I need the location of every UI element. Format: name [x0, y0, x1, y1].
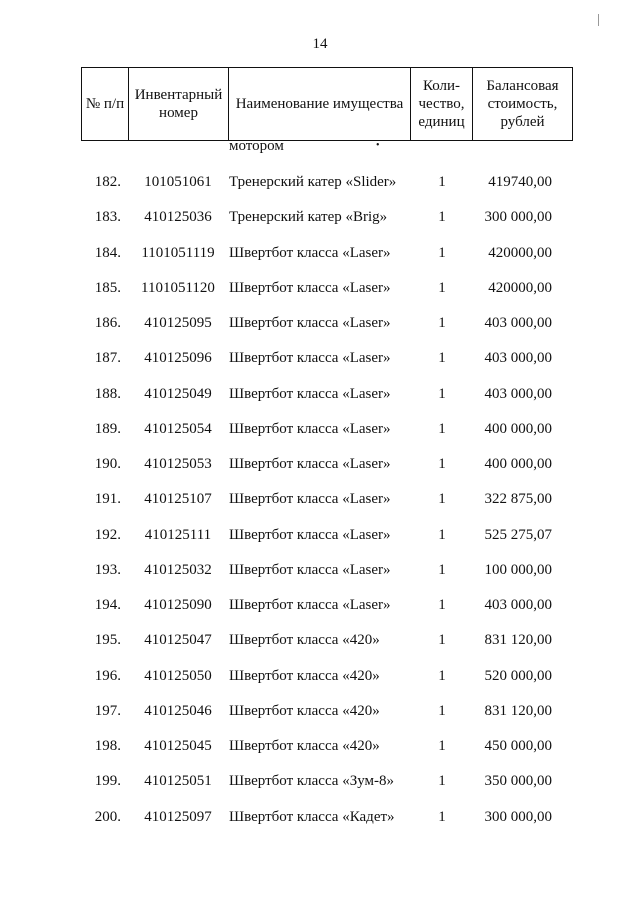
row-inventory-number: 410125090 [144, 597, 212, 613]
row-inventory-number: 410125096 [144, 350, 212, 367]
row-balance-value: 419740,00 [488, 174, 552, 190]
row-inventory-number: 1101051120 [141, 279, 215, 296]
row-number: 187. [94, 350, 121, 367]
table-row [0, 773, 640, 808]
row-inventory-number: 410125045 [144, 738, 212, 754]
table-row [0, 456, 640, 491]
row-balance-value: 420000,00 [488, 244, 552, 261]
row-property-name: Швертбот класса «Laser» [229, 279, 391, 296]
row-property-name: Швертбот класса «Laser» [229, 597, 391, 613]
row-number: 184. [94, 244, 121, 261]
row-balance-value: 400 000,00 [484, 420, 552, 437]
row-inventory-number: 410125046 [144, 702, 212, 719]
table-row [0, 350, 640, 385]
row-quantity: 1 [438, 738, 446, 754]
row-balance-value: 831 120,00 [484, 702, 552, 719]
header-balance-value: Балансовая стоимость, рублей [473, 68, 573, 141]
row-number: 191. [94, 491, 121, 508]
table-row [0, 209, 640, 244]
table-row [0, 597, 640, 632]
table-row [0, 491, 640, 526]
row-quantity: 1 [438, 456, 446, 472]
row-property-name: Швертбот класса «Laser» [229, 315, 391, 331]
row-balance-value: 403 000,00 [484, 385, 552, 402]
row-quantity: 1 [438, 491, 446, 508]
table-row [0, 421, 640, 456]
row-quantity: 1 [438, 773, 446, 790]
row-inventory-number: 410125047 [144, 632, 212, 649]
header-inventory-number: Инвентарный номер [129, 68, 229, 141]
row-number: 200. [94, 808, 121, 825]
row-balance-value: 350 000,00 [484, 773, 552, 790]
row-number: 183. [94, 209, 121, 226]
table-row [0, 386, 640, 421]
row-quantity: 1 [438, 808, 446, 825]
row-property-name: Швертбот класса «420» [229, 738, 380, 754]
row-balance-value: 403 000,00 [484, 597, 552, 613]
table-row [0, 280, 640, 315]
header-property-name: Наименование имущества [229, 68, 411, 141]
row-number: 185. [94, 279, 121, 296]
row-property-name: Швертбот класса «420» [229, 702, 380, 719]
table-row [0, 527, 640, 562]
row-quantity: 1 [438, 420, 446, 437]
row-quantity: 1 [438, 209, 446, 226]
row-balance-value: 300 000,00 [484, 808, 552, 825]
header-num: № п/п [82, 68, 129, 141]
scan-mark [598, 14, 599, 26]
row-quantity: 1 [438, 526, 446, 543]
row-property-name: Тренерский катер «Slider» [229, 174, 397, 190]
row-inventory-number: 410125051 [144, 773, 212, 790]
row-balance-value: 403 000,00 [484, 315, 552, 331]
row-inventory-number: 410125049 [144, 385, 212, 402]
row-balance-value: 520 000,00 [484, 667, 552, 684]
table-row [0, 809, 640, 844]
row-balance-value: 420000,00 [488, 279, 552, 296]
row-quantity: 1 [438, 244, 446, 261]
row-inventory-number: 1101051119 [141, 244, 215, 261]
continuation-text: мотором [229, 138, 284, 154]
row-balance-value: 322 875,00 [484, 491, 552, 508]
scan-dot: • [376, 140, 380, 151]
row-quantity: 1 [438, 702, 446, 719]
page-number: 14 [312, 36, 328, 52]
row-quantity: 1 [438, 385, 446, 402]
row-property-name: Швертбот класса «Laser» [229, 526, 391, 543]
row-inventory-number: 101051061 [144, 174, 212, 190]
row-property-name: Швертбот класса «Кадет» [229, 808, 395, 825]
row-number: 198. [94, 738, 121, 754]
table-row [0, 174, 640, 209]
row-number: 195. [94, 632, 121, 649]
row-quantity: 1 [438, 667, 446, 684]
row-property-name: Швертбот класса «Laser» [229, 350, 391, 367]
table-body [0, 174, 640, 844]
row-number: 194. [94, 597, 121, 613]
row-quantity: 1 [438, 632, 446, 649]
row-number: 190. [94, 456, 121, 472]
row-inventory-number: 410125097 [144, 808, 212, 825]
row-balance-value: 831 120,00 [484, 632, 552, 649]
row-property-name: Швертбот класса «Laser» [229, 244, 391, 261]
row-quantity: 1 [438, 279, 446, 296]
row-number: 196. [94, 667, 121, 684]
row-number: 188. [94, 385, 121, 402]
row-quantity: 1 [438, 315, 446, 331]
table-row [0, 738, 640, 773]
row-inventory-number: 410125036 [144, 209, 212, 226]
table-row [0, 245, 640, 280]
row-inventory-number: 410125032 [144, 561, 212, 578]
row-property-name: Швертбот класса «420» [229, 667, 380, 684]
table-row [0, 632, 640, 667]
row-balance-value: 403 000,00 [484, 350, 552, 367]
row-balance-value: 450 000,00 [484, 738, 552, 754]
row-inventory-number: 410125111 [144, 526, 212, 543]
row-property-name: Швертбот класса «Laser» [229, 456, 391, 472]
row-balance-value: 400 000,00 [484, 456, 552, 472]
row-inventory-number: 410125107 [144, 491, 212, 508]
table-row [0, 668, 640, 703]
table-row [0, 315, 640, 350]
row-number: 192. [94, 526, 121, 543]
row-number: 193. [94, 561, 121, 578]
row-quantity: 1 [438, 350, 446, 367]
header-quantity: Коли-чество, единиц [411, 68, 473, 141]
row-inventory-number: 410125053 [144, 456, 212, 472]
row-property-name: Швертбот класса «Laser» [229, 385, 391, 402]
row-number: 189. [94, 420, 121, 437]
row-property-name: Тренерский катер «Brig» [229, 209, 388, 226]
row-balance-value: 100 000,00 [484, 561, 552, 578]
row-quantity: 1 [438, 597, 446, 613]
row-number: 182. [94, 174, 121, 190]
table-header [81, 67, 573, 141]
table-row [0, 562, 640, 597]
row-inventory-number: 410125054 [144, 420, 212, 437]
row-property-name: Швертбот класса «420» [229, 632, 380, 649]
row-property-name: Швертбот класса «Laser» [229, 420, 391, 437]
table-row [0, 703, 640, 738]
row-property-name: Швертбот класса «Laser» [229, 561, 391, 578]
row-balance-value: 525 275,07 [484, 526, 552, 543]
row-number: 197. [94, 702, 121, 719]
row-number: 199. [94, 773, 121, 790]
row-number: 186. [94, 315, 121, 331]
row-property-name: Швертбот класса «Laser» [229, 491, 391, 508]
row-quantity: 1 [438, 561, 446, 578]
row-inventory-number: 410125095 [144, 315, 212, 331]
row-quantity: 1 [438, 174, 446, 190]
row-inventory-number: 410125050 [144, 667, 212, 684]
row-property-name: Швертбот класса «Зум-8» [229, 773, 395, 790]
row-balance-value: 300 000,00 [484, 209, 552, 226]
